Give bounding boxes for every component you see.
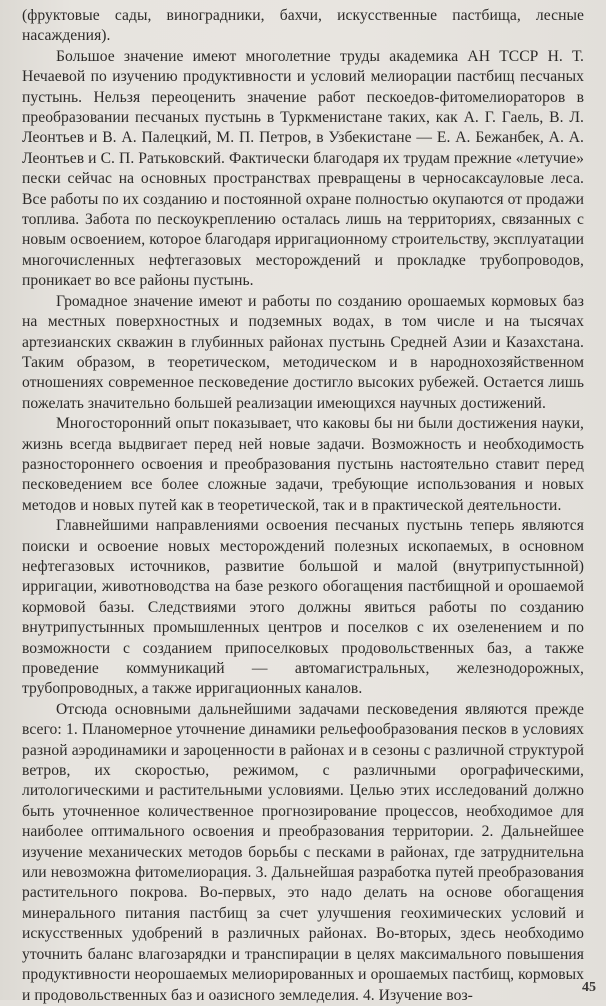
page-number: 45 xyxy=(582,980,596,995)
paragraph-continuation: (фруктовые сады, виноградники, бахчи, искусственные пастбища, лесные насаждения). xyxy=(22,7,584,45)
paragraph: Многосторонний опыт показывает, что каковы бы ни были достижения науки, жизнь всегда выдвигает перед ней новые задачи. Возможность и необходимость разностороннего освоения и преобразования пустынь настоятельно ставит перед песковедением все более сложные задачи, требующие использования и новых методов и новых путей как в теоретической, так и в практической деятельности. xyxy=(22,415,584,514)
body-text xyxy=(22,6,584,1006)
paragraph: Большое значение имеют многолетние труды академика АН ТССР Н. Т. Нечаевой по изучению продуктивности и условий мелиорации пастбищ песчаных пустынь. Нельзя переоценить значение работ пескоедов-фитомелиораторов в преобразовании песчаных пустынь в Туркменистане таких, как А. Г. Гаель, В. Л. Леонтьев и В. А. Палецкий, М. П. Петров, в Узбекистане — Е. А. Бежанбек, А. А. Леонтьев и С. П. Ратьковский. Фактически благодаря их трудам прежние «летучие» пески сейчас на основных пространствах превращены в черносаксауловые леса. Все работы по их созданию и постоянной охране полностью окупаются от продажи топлива. Забота по пескоукреплению осталась лишь на территориях, связанных с новым освоением, которое благодаря ирригационному строительству, эксплуатации многочисленных нефтегазовых месторождений и прокладке трубопроводов, проникает во все районы пустынь. xyxy=(22,47,584,290)
paragraph: Отсюда основными дальнейшими задачами песковедения являются прежде всего: 1. Планомерное уточнение динамики рельефообразования песков в условиях разной аэродинамики и зароценности в районах и в сезоны с различной структурой ветров, их скоростью, режимом, с различными орографическими, литологическими и растительными условиями. Целью этих исследований должно быть уточненное количественное прогнозирование процессов, необходимое для наиболее оптимального освоения и преобразования территории. 2. Дальнейшее изучение механических методов борьбы с песками в районах, где затруднительна или невозможна фитомелиорация. 3. Дальнейшая разработка путей преобразования растительного покрова. Во-первых, это надо делать на основе обогащения минерального питания пастбищ за счет улучшения геохимических условий и искусственных удобрений в различных районах. Во-вторых, здесь необходимо уточнить баланс влагозарядки и транспирации в целях максимального повышения продуктивности неорошаемых мелиорированных и орошаемых пастбищ, кормовых и продовольственных баз и оазисного земледелия. 4. Изучение воз- xyxy=(22,700,584,1004)
paragraph: Главнейшими направлениями освоения песчаных пустынь теперь являются поиски и освоение новых месторождений полезных ископаемых, в основном нефтегазовых источников, развитие большой и малой (внутрипустынной) ирригации, животноводства на базе резкого обогащения пастбищной и орошаемой кормовой базы. Следствиями этого должны явиться работы по созданию внутрипустынных промышленных центров и поселков с их озеленением и по возможности с созданием припоселковых продовольственных баз, а также проведение коммуникаций — автомагистральных, железнодорожных, трубопроводных, а также ирригационных каналов. xyxy=(22,517,584,698)
paragraph: Громадное значение имеют и работы по созданию орошаемых кормовых баз на местных поверхностных и подземных водах, в том числе и на тысячах артезианских скважин в глубинных районах пустынь Средней Азии и Казахстана. Таким образом, в теоретическом, методическом и в народнохозяйственном отношениях современное песковедение достигло высоких рубежей. Остается лишь пожелать значительно большей реализации имеющихся научных достижений. xyxy=(22,292,584,412)
